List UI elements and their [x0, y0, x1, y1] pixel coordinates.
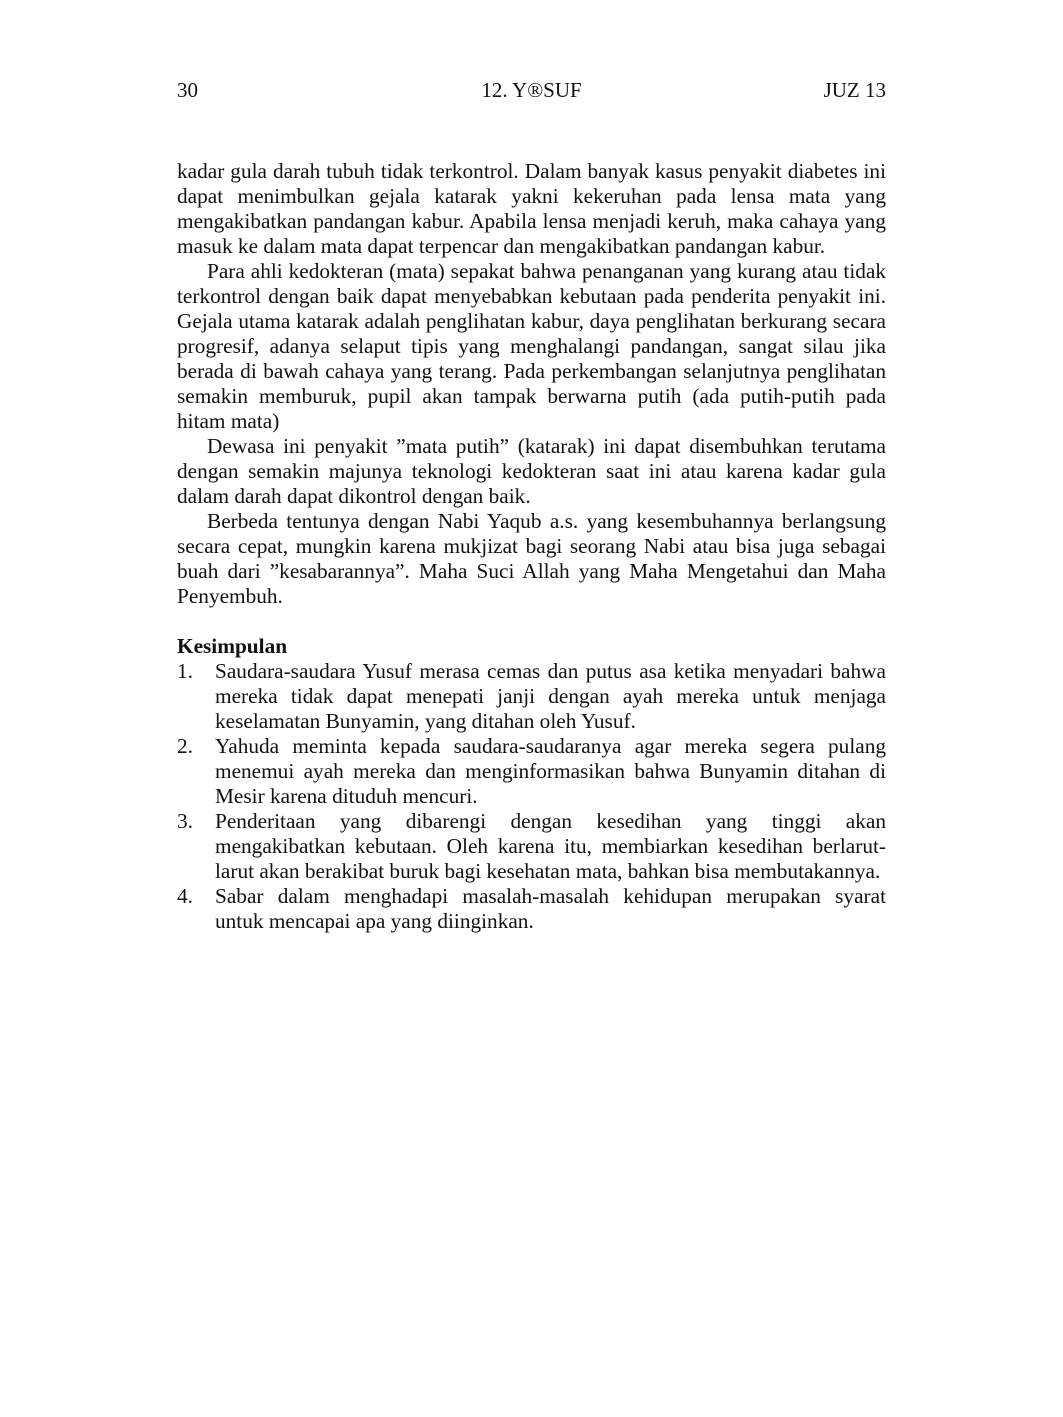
document-page	[177, 0, 886, 1417]
list-item	[177, 809, 886, 884]
list-item-number: 1.	[177, 659, 193, 683]
list-item-text: Yahuda meminta kepada saudara-saudaranya agar mereka segera pulang menemui ayah mereka dan menginformasikan bahwa Bunyamin ditahan di Mesir karena dituduh mencuri.	[215, 734, 886, 808]
list-item-text: Penderitaan yang dibarengi dengan kesedihan yang tinggi akan mengakibatkan kebutaan. Oleh karena itu, membiarkan kesedihan berlarut-larut akan berakibat buruk bagi kesehatan mata, bahkan bisa membutakannya.	[215, 809, 886, 883]
list-item-text: Sabar dalam menghadapi masalah-masalah kehidupan merupakan syarat untuk mencapai apa yang diinginkan.	[215, 884, 886, 933]
list-item	[177, 659, 886, 734]
conclusion-list	[177, 659, 886, 934]
running-header	[177, 76, 886, 104]
conclusion-heading: Kesimpulan	[177, 634, 288, 658]
paragraph: Berbeda tentunya dengan Nabi Yaqub a.s. yang kesembuhannya berlangsung secara cepat, mungkin karena mukjizat bagi seorang Nabi atau bisa juga sebagai buah dari ”kesabarannya”. Maha Suci Allah yang Maha Mengetahui dan Maha Penyembuh.	[177, 509, 886, 608]
list-item-number: 2.	[177, 734, 193, 758]
body-text	[177, 159, 886, 934]
page-number: 30	[177, 78, 198, 102]
paragraph-continued: kadar gula darah tubuh tidak terkontrol. Dalam banyak kasus penyakit diabetes ini dapat menimbulkan gejala katarak yakni kekeruhan pada lensa mata yang mengakibatkan pandangan kabur. Apabila lensa menjadi keruh, maka cahaya yang masuk ke dalam mata dapat terpencar dan mengakibatkan pandangan kabur.	[177, 159, 886, 258]
list-item-number: 4.	[177, 884, 193, 908]
chapter-title: 12. Y®SUF	[481, 78, 582, 102]
list-item	[177, 734, 886, 809]
paragraph: Dewasa ini penyakit ”mata putih” (katarak) ini dapat disembuhkan terutama dengan semakin majunya teknologi kedokteran saat ini atau karena kadar gula dalam darah dapat dikontrol dengan baik.	[177, 434, 886, 508]
juz-label: JUZ 13	[823, 78, 886, 102]
list-item	[177, 884, 886, 934]
list-item-number: 3.	[177, 809, 193, 833]
paragraph: Para ahli kedokteran (mata) sepakat bahwa penanganan yang kurang atau tidak terkontrol dengan baik dapat menyebabkan kebutaan pada penderita penyakit ini. Gejala utama katarak adalah penglihatan kabur, daya penglihatan berkurang secara progresif, adanya selaput tipis yang menghalangi pandangan, sangat silau jika berada di bawah cahaya yang terang. Pada perkembangan selanjutnya penglihatan semakin memburuk, pupil akan tampak berwarna putih (ada putih-putih pada hitam mata)	[177, 259, 886, 433]
list-item-text: Saudara-saudara Yusuf merasa cemas dan putus asa ketika menyadari bahwa mereka tidak dapat menepati janji dengan ayah mereka untuk menjaga keselamatan Bunyamin, yang ditahan oleh Yusuf.	[215, 659, 886, 733]
